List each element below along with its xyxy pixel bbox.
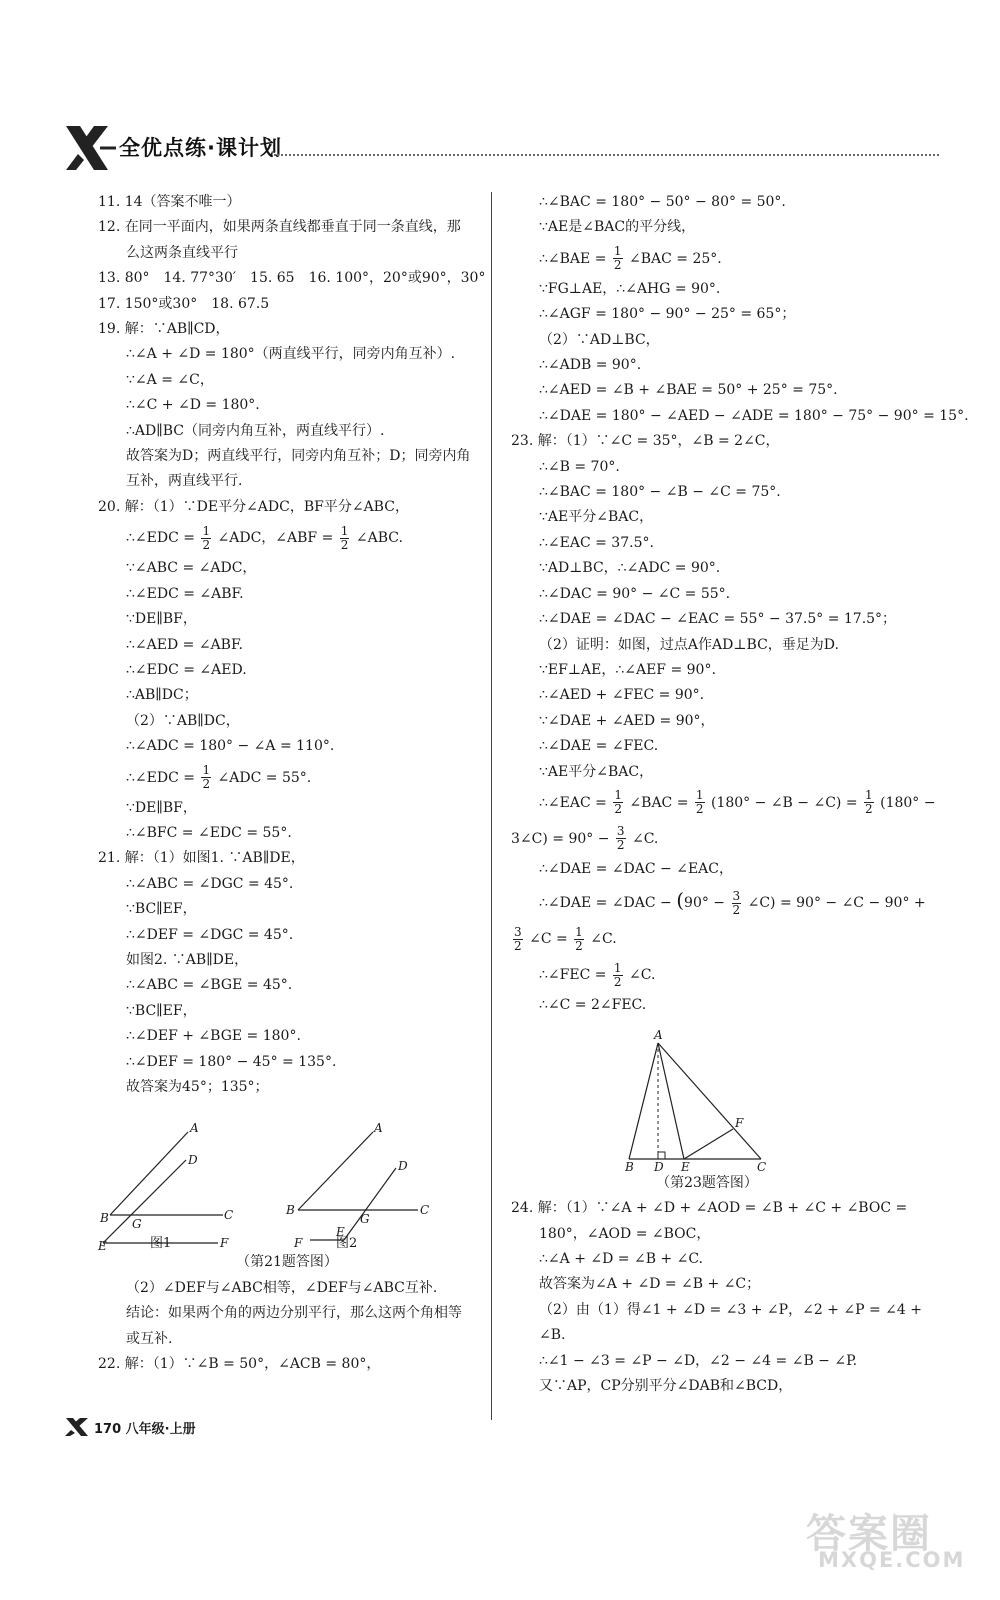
formula-line: $\frac{3}{2}$ ∠C = $\frac{1}{2}$ ∠C. (514, 924, 617, 953)
answer-line: 结论：如果两个角的两边分别平行，那么这两个角相等 (126, 1305, 462, 1322)
answer-line: 20. 解：（1）∵DE平分∠ADC，BF平分∠ABC， (98, 498, 409, 515)
formula-line: ∴∠BAE = $\frac{1}{2}$ ∠BAC = 25°. (539, 244, 722, 273)
point-label: C (420, 1203, 430, 1218)
answer-line: ∴∠DAC = 90° − ∠C = 55°. (539, 585, 731, 602)
answer-line: ∴∠EDC = ∠AED. (126, 661, 247, 678)
answer-line: 故答案为45°；135°； (126, 1079, 269, 1095)
answer-line: ∴∠BAC = 180° − ∠B − ∠C = 75°. (539, 484, 781, 501)
point-label: B (286, 1203, 295, 1218)
figure-23 (511, 1019, 903, 1171)
left-column (98, 190, 486, 1377)
figure-21-drawing (98, 1100, 476, 1250)
answer-line: ∴∠DAE = ∠DAC − ∠EAC = 55° − 37.5° = 17.5°； (539, 611, 897, 628)
point-label: D (654, 1159, 664, 1171)
answer-line: ∵EF⊥AE，∴∠AEF = 90°. (539, 661, 716, 678)
answer-line: 么这两条直线平行 (126, 244, 238, 261)
answer-line: （2）∵AD⊥BC， (539, 331, 660, 348)
answer-line: ∵AE平分∠BAC， (539, 509, 654, 526)
answer-line: ∵AE平分∠BAC， (539, 763, 654, 780)
answer-line: 22. 解：（1）∵∠B = 50°，∠ACB = 80°， (98, 1356, 381, 1373)
fraction: $\frac{3}{2}$ (732, 888, 741, 917)
grade-label: 八年级·上册 (125, 1422, 196, 1437)
watermark-logo-text: 答案圈 (806, 1511, 932, 1557)
answer-line: ∴∠DEF + ∠BGE = 180°. (126, 1028, 301, 1045)
answer-line: ∴∠AGF = 180° − 90° − 25° = 65°； (539, 306, 796, 323)
point-label: B (625, 1159, 634, 1171)
watermark-url: MXQE.COM (818, 1548, 966, 1572)
answer-line: ∵∠ABC = ∠ADC， (126, 560, 257, 577)
answer-line: 故答案为D；两直线平行，同旁内角互补；D；同旁内角 (126, 448, 471, 465)
series-title: 全优点练·课计划 (119, 136, 282, 160)
point-label: F (294, 1236, 303, 1251)
answer-line: ∴∠C = 2∠FEC. (539, 997, 647, 1014)
fraction: $\frac{1}{2}$ (575, 924, 583, 953)
answer-line: ∵BC∥EF， (126, 1002, 197, 1019)
answer-line: ∴AD∥BC（同旁内角互补，两直线平行）. (126, 422, 385, 439)
point-label: C (757, 1159, 767, 1171)
answer-line: ∵AD⊥BC，∴∠ADC = 90°. (539, 560, 721, 577)
answer-line: （2）由（1）得∠1 + ∠D = ∠3 + ∠P，∠2 + ∠P = ∠4 + (539, 1301, 922, 1318)
answer-line: ∴∠DAE = ∠FEC. (539, 738, 659, 755)
figure-21-diagram-1 (98, 1121, 233, 1250)
formula-line: ∴∠EDC = $\frac{1}{2}$ ∠ADC = 55°. (126, 763, 312, 792)
point-label: D (398, 1159, 408, 1174)
point-label: A (654, 1027, 663, 1042)
fraction: $\frac{3}{2}$ (514, 924, 522, 953)
answer-line: ∴∠ADB = 90°. (539, 357, 642, 374)
watermark (806, 1502, 966, 1572)
fraction: $\frac{1}{2}$ (695, 788, 704, 817)
answer-line: ∴∠DEF = 180° − 45° = 135°. (126, 1053, 337, 1070)
answer-line: 180°，∠AOD = ∠BOC， (539, 1225, 711, 1242)
answer-line: 12. 在同一平面内，如果两条直线都垂直于同一条直线，那 (98, 219, 461, 236)
point-label: G (132, 1217, 142, 1232)
answer-line: ∴∠A + ∠D = 180°（两直线平行，同旁内角互补）. (126, 346, 456, 363)
answer-line: （2）证明：如图，过点A作AD⊥BC，垂足为D. (539, 636, 839, 653)
footer-label (94, 1418, 196, 1437)
formula-line: ∴∠DAE = ∠DAC − (90° − $\frac{3}{2}$ ∠C) = 90° − ∠C − 90° + (539, 888, 926, 917)
point-label: B (100, 1211, 109, 1226)
point-label: A (374, 1121, 383, 1136)
fraction: $\frac{1}{2}$ (202, 763, 211, 792)
fraction: $\frac{1}{2}$ (613, 244, 622, 273)
answer-line: （2）∠DEF与∠ABC相等，∠DEF与∠ABC互补. (126, 1279, 438, 1296)
answer-line: 故答案为∠A + ∠D = ∠B + ∠C； (539, 1276, 761, 1293)
answer-line: 又∵AP，CP分别平分∠DAB和∠BCD， (539, 1378, 793, 1394)
answer-line: ∴∠BAC = 180° − 50° − 80° = 50°. (539, 194, 786, 210)
answer-line: 或互补. (126, 1330, 173, 1347)
figure-2-label: 图2 (336, 1236, 358, 1251)
answer-line: ∴∠DEF = ∠DGC = 45°. (126, 926, 294, 943)
answer-line: ∠B. (539, 1327, 566, 1344)
answer-line: ∴∠A + ∠D = ∠B + ∠C. (539, 1250, 704, 1267)
fraction: $\frac{3}{2}$ (616, 824, 625, 853)
answer-line: ∴∠1 − ∠3 = ∠P − ∠D，∠2 − ∠4 = ∠B − ∠P. (539, 1352, 858, 1369)
answer-line: 如图2. ∵AB∥DE， (126, 951, 249, 968)
answer-line: 互补，两直线平行. (126, 473, 243, 490)
figure-21-diagram-2 (285, 1121, 429, 1250)
answer-line: 19. 解：∵AB∥CD， (98, 321, 230, 338)
header-rule (274, 154, 939, 158)
figure-caption: （第23题答图） (656, 1174, 758, 1191)
answer-line: 11. 14（答案不唯一） (98, 194, 241, 210)
page-header (64, 124, 939, 172)
answer-line: （2）∵AB∥DC， (126, 712, 240, 729)
answer-line: ∵∠DAE + ∠AED = 90°， (539, 712, 715, 729)
point-label: D (188, 1153, 198, 1168)
answer-line: ∴∠DAE = 180° − ∠AED − ∠ADE = 180° − 75° − 90° = 15°. (539, 407, 969, 424)
answer-line: ∵AE是∠BAC的平分线， (539, 219, 696, 236)
fraction: $\frac{1}{2}$ (340, 523, 349, 552)
answer-line: ∵FG⊥AE，∴∠AHG = 90°. (539, 280, 721, 297)
answer-line: ∴AB∥DC； (126, 687, 198, 704)
fraction: $\frac{1}{2}$ (614, 788, 622, 817)
formula-line: ∴∠FEC = $\frac{1}{2}$ ∠C. (539, 960, 656, 989)
answer-line: ∵BC∥EF， (126, 901, 197, 918)
column-divider (491, 192, 492, 1420)
formula-line: 3∠C) = 90° − $\frac{3}{2}$ ∠C. (511, 824, 659, 853)
answer-line: ∴∠B = 70°. (539, 458, 620, 475)
fraction: $\frac{1}{2}$ (865, 788, 873, 817)
answer-line: ∴∠AED + ∠FEC = 90°. (539, 687, 705, 704)
answer-line: ∴∠DAE = ∠DAC − ∠EAC， (539, 860, 734, 877)
fraction: $\frac{1}{2}$ (202, 523, 211, 552)
formula-line: ∴∠EDC = $\frac{1}{2}$ ∠ADC，∠ABF = $\frac{1}{2}$ ∠ABC. (126, 523, 403, 552)
answer-line: ∴∠BFC = ∠EDC = 55°. (126, 824, 292, 841)
point-label: G (360, 1212, 370, 1227)
figure-1-label: 图1 (150, 1236, 172, 1251)
fraction: $\frac{1}{2}$ (613, 960, 622, 989)
answer-line: ∴∠ABC = ∠DGC = 45°. (126, 875, 294, 892)
point-label: E (98, 1239, 107, 1251)
answer-line: 21. 解：（1）如图1. ∵AB∥DE， (98, 850, 305, 867)
right-column (511, 190, 969, 1399)
point-label: C (224, 1208, 234, 1223)
page-number: 170 (94, 1422, 122, 1437)
answer-line: 23. 解：（1）∵∠C = 35°，∠B = 2∠C， (511, 433, 780, 450)
point-label: E (681, 1159, 690, 1171)
answer-line: ∵∠A = ∠C， (126, 371, 214, 388)
page-footer (64, 1416, 196, 1440)
point-label: F (735, 1115, 744, 1130)
point-label: A (190, 1121, 199, 1136)
answer-line: ∵DE∥BF， (126, 611, 197, 628)
point-label: F (220, 1236, 229, 1251)
figure-21 (98, 1100, 476, 1250)
answer-line: ∴∠EDC = ∠ABF. (126, 585, 244, 602)
answer-line: ∴∠C + ∠D = 180°. (126, 397, 260, 414)
answer-line: ∴∠AED = ∠ABF. (126, 636, 243, 653)
answer-line: ∴∠AED = ∠B + ∠BAE = 50° + 25° = 75°. (539, 382, 838, 399)
figure-caption: （第21题答图） (236, 1254, 338, 1271)
header-logo-icon (64, 124, 116, 172)
formula-line: ∴∠EAC = $\frac{1}{2}$ ∠BAC = $\frac{1}{2}$ (180° − ∠B − ∠C) = $\frac{1}{2}$ (180° − (539, 788, 936, 817)
answer-line: 13. 80° 14. 77°30′ 15. 65 16. 100°，20°或90°，30° (98, 270, 486, 287)
answer-line: 24. 解：（1）∵∠A + ∠D + ∠AOD = ∠B + ∠C + ∠BOC = (511, 1200, 908, 1217)
answer-line: ∵DE∥BF， (126, 799, 197, 816)
answer-line: ∴∠ADC = 180° − ∠A = 110°. (126, 738, 335, 755)
answer-line: ∴∠ABC = ∠BGE = 45°. (126, 977, 293, 994)
answer-line: 17. 150°或30° 18. 67.5 (98, 295, 270, 312)
figure-23-drawing (511, 1019, 903, 1171)
answer-line: ∴∠EAC = 37.5°. (539, 534, 654, 551)
footer-logo-icon (64, 1416, 92, 1438)
point-label: E (336, 1225, 345, 1240)
